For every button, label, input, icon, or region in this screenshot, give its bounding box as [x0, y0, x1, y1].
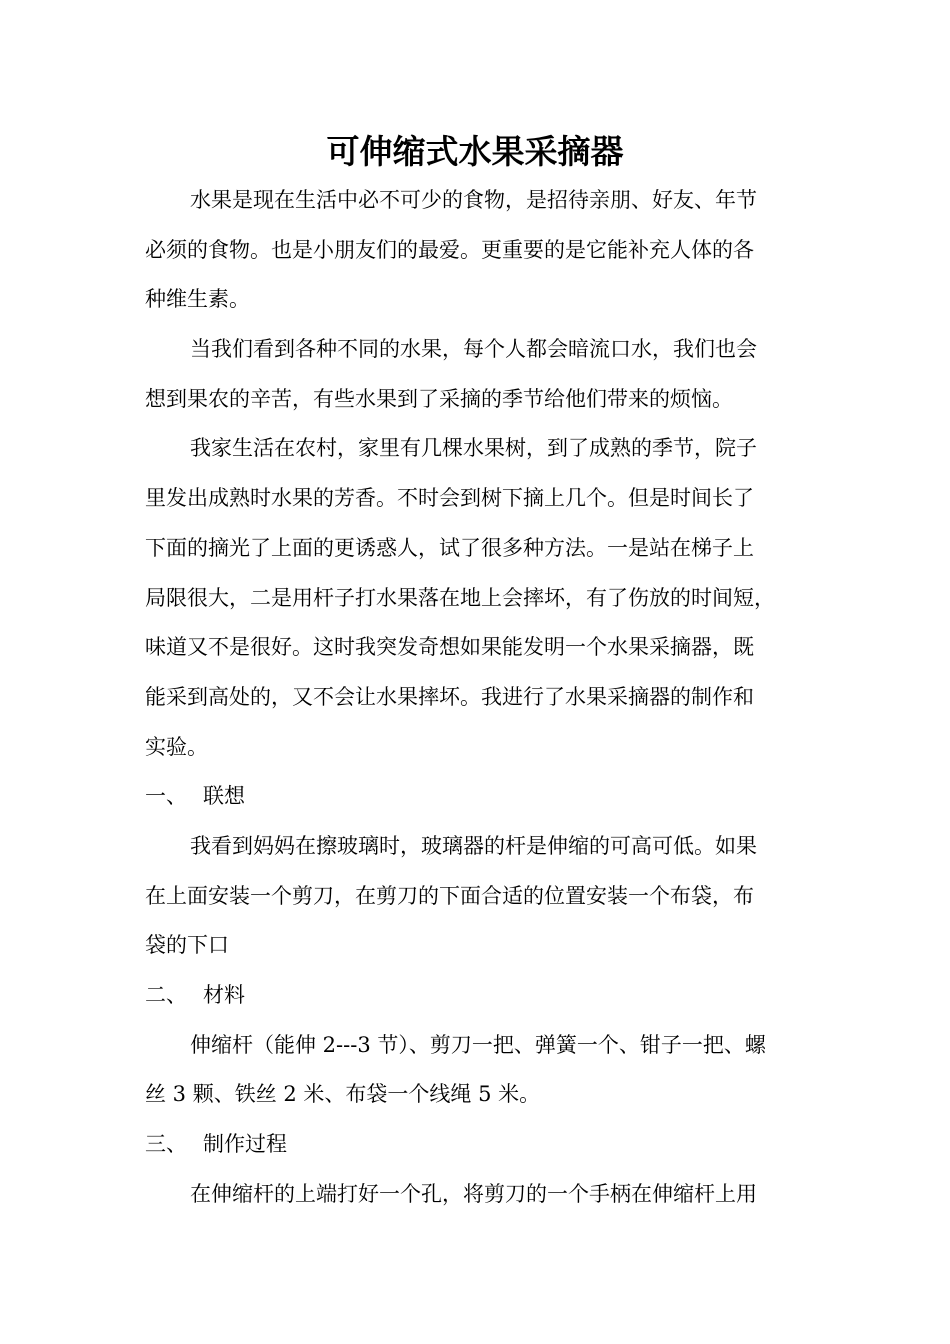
section-heading-text: 材料 — [203, 983, 245, 1007]
section-number: 二、 — [145, 983, 187, 1007]
paragraph-line: 种维生素。 — [145, 287, 250, 312]
paragraph-line: 味道又不是很好。这时我突发奇想如果能发明一个水果采摘器，既 — [145, 635, 754, 660]
paragraph-line: 想到果农的辛苦，有些水果到了采摘的季节给他们带来的烦恼。 — [145, 386, 733, 411]
section-heading — [145, 1120, 815, 1170]
paragraph-line: 我看到妈妈在擦玻璃时，玻璃器的杆是伸缩的可高可低。如果 — [190, 833, 757, 858]
paragraph-line: 局限很大，二是用杆子打水果落在地上会摔坏，有了伤放的时间短， — [145, 585, 775, 610]
paragraph-line: 在伸缩杆的上端打好一个孔，将剪刀的一个手柄在伸缩杆上用 — [190, 1181, 757, 1206]
paragraph-line: 袋的下口 — [145, 933, 229, 958]
paragraph-line: 实验。 — [145, 734, 208, 759]
paragraph-line: 能采到高处的，又不会让水果摔坏。我进行了水果采摘器的制作和 — [145, 684, 754, 709]
paragraph-line: 我家生活在农村，家里有几棵水果树，到了成熟的季节，院子 — [190, 436, 757, 461]
paragraph-line: 下面的摘光了上面的更诱惑人，试了很多种方法。一是站在梯子上 — [145, 535, 754, 560]
section-heading — [145, 772, 815, 822]
section-number: 三、 — [145, 1132, 187, 1157]
paragraph-line: 丝 3 颗、铁丝 2 米、布袋一个线绳 5 米。 — [145, 1082, 541, 1107]
paragraph-line: 必须的食物。也是小朋友们的最爱。更重要的是它能补充人体的各 — [145, 237, 754, 262]
document-body — [145, 176, 815, 1219]
paragraph-line: 水果是现在生活中必不可少的食物，是招待亲朋、好友、年节 — [190, 188, 757, 212]
paragraph-line: 在上面安装一个剪刀，在剪刀的下面合适的位置安装一个布袋，布 — [145, 883, 754, 908]
paragraph-line: 当我们看到各种不同的水果，每个人都会暗流口水，我们也会 — [190, 337, 757, 362]
section-heading-text: 联想 — [203, 784, 245, 809]
section-heading-text: 制作过程 — [203, 1132, 287, 1157]
paragraph-line: 里发出成熟时水果的芳香。不时会到树下摘上几个。但是时间长了 — [145, 486, 754, 511]
paragraph-line: 伸缩杆（能伸 2---3 节）、剪刀一把、弹簧一个、钳子一把、螺 — [190, 1032, 766, 1057]
document-title: 可伸缩式水果采摘器 — [326, 132, 624, 171]
section-number: 一、 — [145, 784, 187, 809]
section-heading — [145, 971, 815, 1021]
